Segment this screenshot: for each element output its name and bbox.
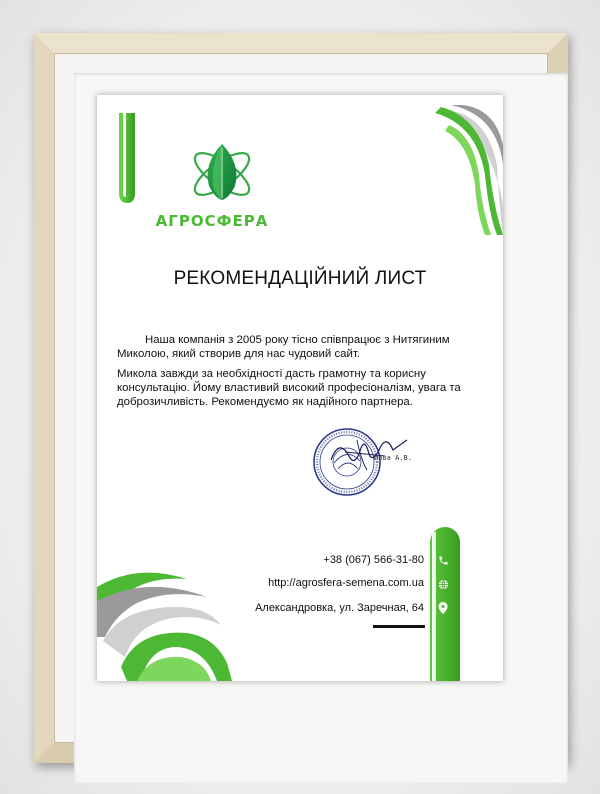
- top-left-green-bar-decoration: [117, 113, 141, 203]
- globe-icon: [436, 577, 450, 591]
- signer-name: Йова А.В.: [374, 454, 412, 462]
- brand-name: АГРОСФЕРА: [155, 212, 269, 230]
- handwritten-signature: [327, 430, 412, 475]
- phone-icon: [436, 553, 450, 567]
- letter-paragraph-1: Наша компанія з 2005 року тісно співпрацює з Нитягиним Миколою, який створив для нас чудовий сайт.: [117, 334, 450, 360]
- contact-website[interactable]: http://agrosfera-semena.com.ua: [268, 577, 424, 589]
- contact-phone[interactable]: +38 (067) 566-31-80: [323, 554, 424, 566]
- contact-underline: [373, 625, 425, 628]
- contact-address: Александровка, ул. Заречная, 64: [255, 602, 424, 614]
- agrosfera-leaf-atom-logo: [187, 140, 257, 204]
- top-right-swoosh-decoration: [427, 105, 503, 235]
- recommendation-letter: [97, 95, 503, 681]
- location-pin-icon: [436, 601, 450, 615]
- bottom-left-swoosh-decoration: [97, 567, 232, 681]
- letter-paragraph-2: Микола завжди за необхідності дасть грамотну та корисну консультацію. Йому властивий високий професіоналізм, увага та доброзичливість. Рекомендуємо як надійного партнера.: [117, 368, 461, 408]
- document-title: РЕКОМЕНДАЦІЙНИЙ ЛИСТ: [173, 268, 427, 289]
